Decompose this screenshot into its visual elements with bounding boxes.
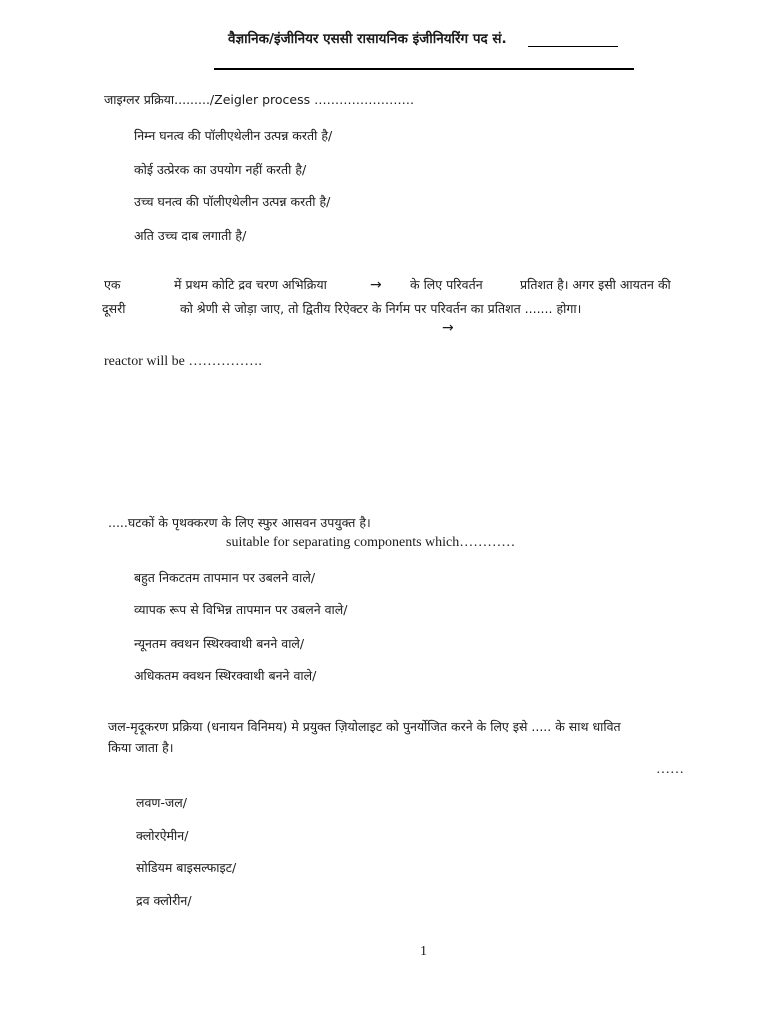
question-4-option-2: क्लोरऐमीन/ (136, 828, 189, 843)
question-3-english: suitable for separating components which………… (226, 535, 516, 550)
page-number: 1 (420, 944, 427, 959)
question-3-option-3: न्यूनतम क्वथन स्थिरक्वाथी बनने वाले/ (134, 636, 305, 651)
question-2-line1-b: में प्रथम कोटि द्रव चरण अभिक्रिया (174, 277, 327, 292)
arrow-icon: → (442, 320, 454, 336)
question-3-option-2: व्यापक रूप से विभिन्न तापमान पर उबलने वाले/ (134, 602, 348, 617)
header-divider (214, 68, 634, 70)
title-underline (528, 46, 618, 47)
question-1-stem: जाइग्लर प्रक्रिया........./Zeigler process …………………… (104, 92, 415, 107)
question-4-dots: …… (656, 762, 684, 777)
arrow-icon: → (370, 277, 382, 293)
question-2-english: reactor will be ……………. (104, 354, 262, 369)
question-1-option-2: कोई उत्प्रेरक का उपयोग नहीं करती है/ (134, 162, 307, 177)
question-3-stem: .....घटकों के पृथक्करण के लिए स्फुर आसवन उपयुक्त है। (108, 515, 371, 530)
question-4-stem-line1: जल-मृदूकरण प्रक्रिया (धनायन विनिमय) मे प्रयुक्त ज़ियोलाइट को पुनर्योजित करने के लिए इसे ..... के साथ धावित (108, 719, 621, 734)
question-2-line2-b: को श्रेणी से जोड़ा जाए, तो द्वितीय रिऐक्टर के निर्गम पर परिवर्तन का प्रतिशत ....... होगा। (180, 301, 582, 316)
question-1-option-1: निम्न घनत्व की पॉलीएथेलीन उत्पन्न करती है/ (134, 128, 333, 143)
question-3-option-4: अधिकतम क्वथन स्थिरक्वाथी बनने वाले/ (134, 668, 317, 683)
question-2-line1-a: एक (104, 277, 121, 292)
question-3-option-1: बहुत निकटतम तापमान पर उबलने वाले/ (134, 570, 316, 585)
question-4-option-3: सोडियम बाइसल्फाइट/ (136, 860, 237, 875)
question-2-line1-c: के लिए परिवर्तन (410, 277, 483, 292)
page-title: वैज्ञानिक/इंजीनियर एससी रासायनिक इंजीनियरिंग पद सं. (228, 31, 507, 47)
question-4-stem-line2: किया जाता है। (108, 740, 174, 755)
question-4-option-1: लवण-जल/ (136, 795, 187, 810)
question-1-option-4: अति उच्च दाब लगाती है/ (134, 228, 247, 243)
question-2-line2-a: दूसरी (102, 301, 126, 316)
question-1-option-3: उच्च घनत्व की पॉलीएथेलीन उत्पन्न करती है/ (134, 194, 331, 209)
question-2-line1-d: प्रतिशत है। अगर इसी आयतन की (520, 277, 671, 292)
question-4-option-4: द्रव क्लोरीन/ (136, 893, 192, 908)
